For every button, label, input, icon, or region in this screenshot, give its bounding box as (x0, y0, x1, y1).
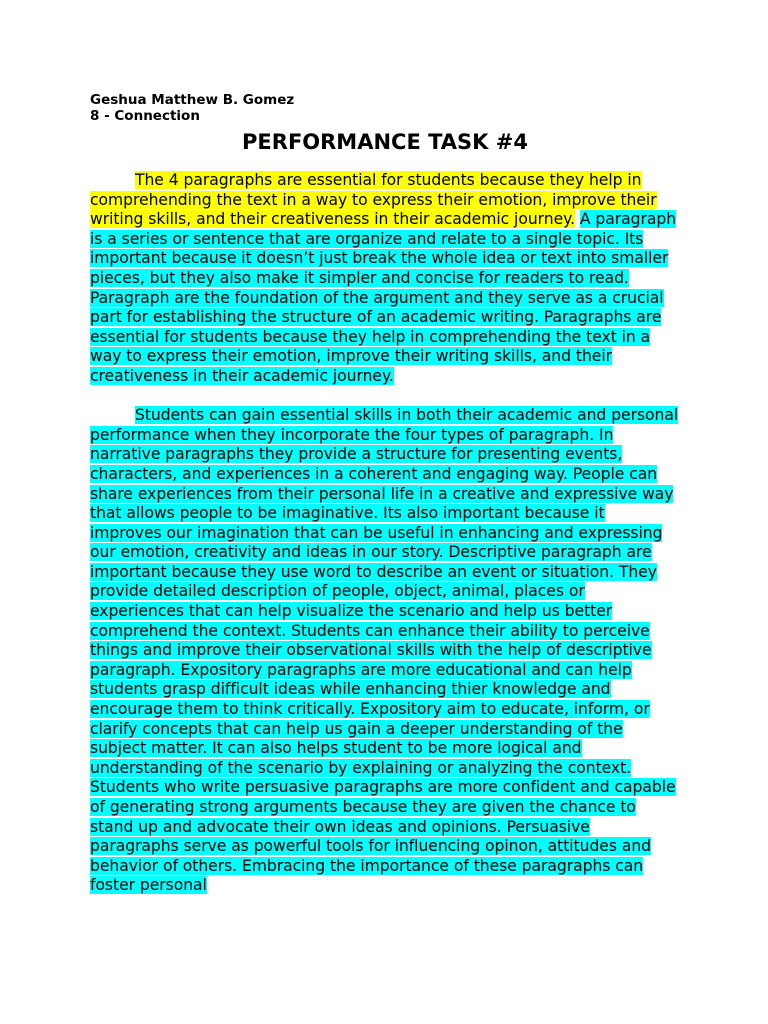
highlight-cyan-text: A paragraph is a series or sentence that are organize and relate to a single topic. Its important because it doesn’t just break the whole idea or text into smaller pieces, but they also make it simpler and concise for readers to read. Paragraph are the foundation of the argument and they serve as a crucial part for establishing the structure of an academic writing. Paragraphs are essential for students because they help in comprehending the text in a way to express their emotion, improve their writing skills, and their creativeness in their academic journey. (90, 210, 677, 385)
author-section: 8 - Connection (90, 108, 200, 124)
highlight-cyan-text: Students can gain essential skills in both their academic and personal performance when they incorporate the four types of paragraph. In narrative paragraphs they provide a structure for presenting events, characters, and experiences in a coherent and engaging way. People can share experiences from their personal life in a creative and expressive way that allows people to be imaginative. Its also important because it improves our imagination that can be useful in enhancing and expressing our emotion, creativity and ideas in our story. Descriptive paragraph are important because they use word to describe an event or situation. They provide detailed description of people, object, animal, places or experiences that can help visualize the scenario and help us better comprehend the context. Students can enhance their ability to perceive things and improve their observational skills with the help of descriptive paragraph. Expository paragraphs are more educational and can help students grasp difficult ideas while enhancing thier knowledge and encourage them to think critically. Expository aim to educate, inform, or clarify concepts that can help us gain a deeper understanding of the subject matter. It can also helps student to be more logical and understanding of the scenario by explaining or analyzing the context. Students who write persuasive paragraphs are more confident and capable of generating strong arguments because they are given the chance to stand up and advocate their own ideas and opinions. Persuasive paragraphs serve as powerful tools for influencing opinon, attitudes and behavior of others. Embracing the importance of these paragraphs can foster personal (90, 406, 679, 895)
document-page (90, 92, 680, 896)
author-name: Geshua Matthew B. Gomez (90, 92, 295, 108)
highlight-yellow-text: The 4 paragraphs are essential for students because they help in comprehending the text in a way to express their emotion, improve their writing skills, and their creativeness in their academic journey. (90, 171, 657, 229)
paragraph-1 (90, 171, 680, 387)
paragraph-2 (90, 406, 680, 896)
document-title: PERFORMANCE TASK #4 (242, 130, 528, 154)
